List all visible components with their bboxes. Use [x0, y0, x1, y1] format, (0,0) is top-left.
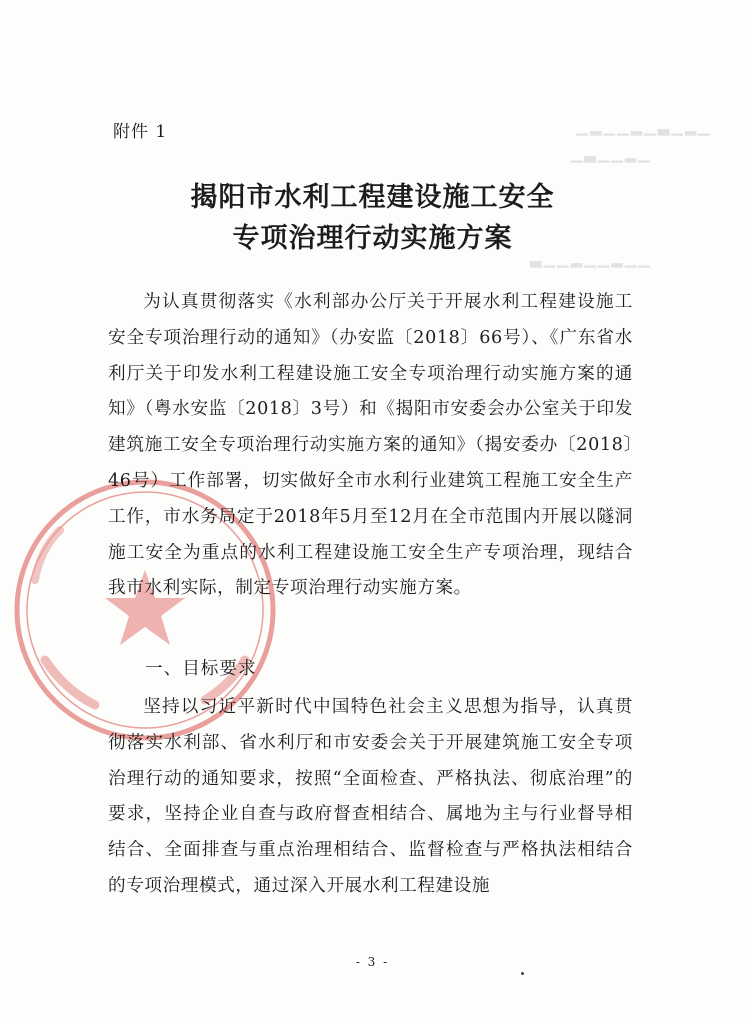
page-number: - 3 -	[355, 955, 390, 969]
document-title-line-2: 专项治理行动实施方案	[232, 223, 513, 254]
show-through-mark: ▁▁▂▁▁▂▁▁▃	[528, 250, 650, 268]
scan-speck	[521, 972, 524, 975]
document-title-line-1: 揭阳市水利工程建设施工安全	[190, 182, 555, 213]
attachment-label: 附件 1	[113, 122, 168, 142]
body-paragraph-objectives: 坚持以习近平新时代中国特色社会主义思想为指导，认真贯彻落实水利部、省水利厅和市安委会关于开展建筑施工安全专项治理行动的通知要求，按照“全面检查、严格执法、彻底治理”的要求，坚持企业自查与政府督查相结合、属地为主与行业督导相结合、全面排查与重点治理相结合、监督检查与严格执法相结合的专项治理模式，通过深入开展水利工程建设施	[108, 697, 633, 896]
section-heading-objectives: 一、目标要求	[145, 659, 257, 679]
show-through-mark: ▁▂▁▃▁▂▁▁▂▁	[574, 118, 710, 136]
body-paragraph-intro: 为认真贯彻落实《水利部办公厅关于开展水利工程建设施工安全专项治理行动的通知》（办安监〔2018〕66号）、《广东省水利厅关于印发水利工程建设施工安全专项治理行动实施方案的通知》（粤水安监〔2018〕3号）和《揭阳市安委会办公室关于印发建筑施工安全专项治理行动实施方案的通知》（揭安委办〔2018〕46号）工作部署，切实做好全市水利行业建筑工程施工安全生产工作，市水务局定于2018年5月至12月在全市范围内开展以隧洞施工安全为重点的水利工程建设施工安全生产专项治理，现结合我市水利实际，制定专项治理行动实施方案。	[108, 292, 633, 599]
show-through-mark: ▁▂▁▁▃▁	[568, 145, 650, 163]
